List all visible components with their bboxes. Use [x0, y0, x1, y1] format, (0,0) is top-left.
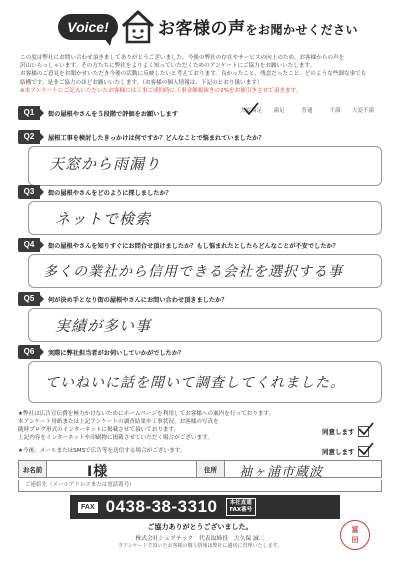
question-number: Q1 — [18, 106, 40, 120]
fax-tag-line: 本社直通 — [229, 500, 252, 506]
rating-option[interactable] — [268, 106, 290, 114]
answer-text: 実績が多い事 — [55, 317, 152, 335]
consent-line: 随時ブログ形式のインターネットに掲載させて頂いております。 — [18, 427, 180, 433]
rating-scale — [240, 106, 374, 114]
seal-stamp — [340, 520, 370, 550]
question-4 — [18, 238, 382, 288]
contact-field[interactable] — [18, 480, 382, 492]
check-mark-icon — [358, 442, 374, 456]
rating-label: 満足 — [273, 108, 285, 114]
question-number: Q4 — [18, 238, 40, 252]
fax-bar — [70, 495, 340, 519]
thanks-text: ご協力ありがとうございました。 — [147, 523, 253, 531]
question-5 — [18, 292, 382, 342]
rating-option[interactable] — [324, 106, 346, 114]
intro-line: 結構です。是非ご協力のほどお願いいたします。（お客様の個人情報は、下記のとおり扱います） — [20, 79, 263, 86]
fax-number: 0438-38-3310 — [105, 497, 218, 516]
agree-checkbox[interactable] — [358, 446, 369, 457]
address-field[interactable] — [225, 461, 381, 480]
address-label: 住所 — [197, 461, 225, 477]
name-label: お名前 — [19, 461, 47, 477]
rating-option[interactable] — [352, 106, 374, 114]
agree-checkbox[interactable] — [358, 426, 369, 437]
title-main: お客様の声 — [158, 19, 246, 39]
question-3 — [18, 185, 382, 235]
agree-label: 同意します — [322, 428, 355, 436]
intro-text — [20, 54, 382, 95]
answer-text: 多くの業社から信用できる会社を選択する事 — [43, 264, 343, 280]
answer-text: 天窓から雨漏り — [49, 155, 162, 173]
question-number: Q5 — [18, 292, 40, 306]
rating-label: 普通 — [301, 108, 313, 114]
name-field[interactable] — [47, 461, 197, 480]
question-2 — [18, 130, 382, 190]
question-1 — [18, 106, 382, 124]
answer-text: ていねいに話を聞いて調査してくれました。 — [45, 375, 345, 391]
rating-label: 大変不満 — [352, 108, 375, 114]
question-number: Q6 — [18, 345, 40, 359]
name-value: I様 — [87, 464, 109, 480]
address-value: 袖ヶ浦市蔵波 — [239, 465, 324, 480]
question-number: Q3 — [18, 185, 40, 199]
fax-label: FAX — [78, 502, 98, 513]
fax-tag-line: FAX番号 — [229, 507, 253, 513]
consent-line: ★弊社は広告宣伝費を極力かけないためにホームページを利用してお客様への案内を行っております。 — [18, 411, 275, 417]
question-text: 実際に弊社担当者がお伺いしていかがでしたか？ — [48, 349, 185, 357]
contact-label: ご連絡先（メールアドレスまたは電話番号） — [25, 482, 135, 488]
name-address-row — [18, 460, 382, 478]
question-number: Q2 — [18, 130, 40, 144]
answer-box[interactable] — [28, 254, 382, 288]
intro-line: お客様のご意見をお聞かせいただき今後の活動に反映したいと考えております。良かったこと、残念だったこと、どのような些細な事でも — [20, 71, 367, 78]
intro-line: 沢山いらっしゃいます。その方たちに弊社をよりよく知っていただくためのアンケートにご協力をお願いいたします。 — [20, 63, 316, 70]
agree-label: 同意します — [322, 448, 355, 456]
consent-line: 上記内容をインターネットや印刷物に掲載させていただく場合がございます。 — [18, 435, 213, 441]
discount-warning: ※本アンケートにご記入いただいたお客様には工事ご成約時に工事金額税抜きの2%をお値引きさせて頂きます。 — [20, 87, 302, 94]
consent-line: ★今後、メールまたはSMSで広告等を送信する場合がございます。 — [18, 448, 186, 454]
intro-line: この度は弊社にお問い合わせ頂きましてありがとうございました。今後の弊社の存在やサービスの向上のため、お客様からの声を — [20, 55, 345, 61]
page-title — [158, 14, 358, 39]
question-6 — [18, 345, 382, 403]
fax-tag — [226, 498, 257, 516]
stamp-char: 冨 — [351, 526, 359, 534]
answer-box[interactable] — [28, 308, 382, 342]
answer-text: ネットで検索 — [55, 210, 152, 228]
stamp-char: 田 — [351, 536, 359, 544]
consent-agree-1[interactable] — [322, 426, 369, 437]
header — [14, 6, 386, 50]
answer-box[interactable] — [28, 146, 382, 186]
answer-box[interactable] — [28, 361, 382, 403]
rating-option[interactable] — [296, 106, 318, 114]
question-text: 街の屋根やさんを５段階で評価をお願いします — [48, 110, 178, 118]
consent-agree-2[interactable] — [322, 446, 369, 457]
voice-badge: Voice! — [58, 14, 118, 40]
check-mark-icon — [243, 102, 259, 116]
title-sub: をお聞かせください — [245, 23, 359, 37]
question-text: 屋根工事を検討したきっかけは何ですか？どんなことで悩まれていましたか？ — [48, 134, 265, 142]
rating-label: 不満 — [329, 108, 341, 114]
answer-box[interactable] — [28, 201, 382, 235]
rating-label: 大変満足 — [240, 108, 263, 114]
company-text: 株式会社シェアテック 代表取締役 大久保 誠二 — [135, 536, 265, 542]
check-mark-icon — [358, 422, 374, 436]
rating-option[interactable] — [240, 106, 262, 114]
question-text: 街の屋根やさんをどのように探しましたか？ — [48, 189, 172, 197]
consent-line: 本アンケート用紙または上記アンケートの調査結果や工事状況、お客様の写真を — [18, 419, 219, 425]
house-smile-icon — [120, 8, 156, 46]
question-text: 何が決め手となり街の屋根やさんにお問い合わせ頂きましたか？ — [48, 296, 228, 304]
privacy-note: 当アンケートで頂いたお客様の個人情報は弊社に適切に管理いたします。 — [117, 543, 283, 549]
question-text: 街の屋根やさんを知りすぐにお問合せ頂けましたか？もし悩まれたとしたらどんなことが不安でしたか？ — [48, 242, 339, 250]
